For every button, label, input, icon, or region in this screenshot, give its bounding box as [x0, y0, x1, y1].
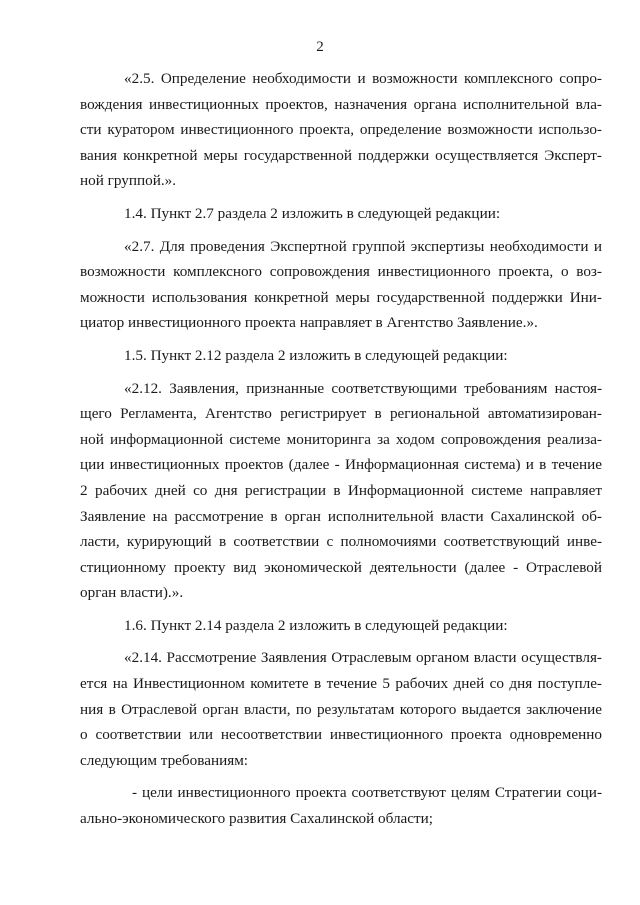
paragraph-line: ально-экономического развития Сахалинской области;: [80, 810, 433, 828]
paragraph-line: можности использования конкретной меры государственной поддержки Ини-: [80, 288, 602, 306]
paragraph-line: вания конкретной меры государственной поддержки осуществляется Эксперт-: [80, 146, 602, 164]
paragraph-line: Заявление на рассмотрение в орган исполнительной власти Сахалинской об-: [80, 507, 602, 525]
paragraph-p-1-6: [80, 613, 602, 639]
paragraph-line: сти куратором инвестиционного проекта, определение возможности использо-: [80, 121, 602, 139]
paragraph-line: - цели инвестиционного проекта соответствуют целям Стратегии соци-: [132, 784, 602, 802]
paragraph-line: «2.5. Определение необходимости и возможности комплексного сопро-: [124, 70, 602, 87]
paragraph-p-1-4: [80, 201, 602, 227]
paragraph-p-dash-1: [80, 780, 602, 831]
paragraph-line: «2.14. Рассмотрение Заявления Отраслевым органом власти осуществля-: [124, 649, 602, 667]
paragraph-line: «2.12. Заявления, признанные соответствующими требованиям настоя-: [124, 379, 602, 397]
paragraph-line: ной информационной системе мониторинга за ходом сопровождения реализа-: [80, 430, 602, 448]
paragraph-line: ласти, курирующий в соответствии с полномочиями соответствующий инве-: [80, 533, 602, 551]
paragraph-line: ния в Отраслевой орган власти, по результатам которого выдается заключение: [80, 700, 602, 718]
page-number: 2: [316, 39, 324, 55]
paragraph-line: ной группой.».: [80, 172, 177, 190]
paragraph-line: 1.5. Пункт 2.12 раздела 2 изложить в следующей редакции:: [124, 346, 508, 364]
paragraph-line: щего Регламента, Агентство регистрирует в региональной автоматизирован-: [80, 405, 602, 423]
paragraph-line: «2.7. Для проведения Экспертной группой экспертизы необходимости и: [124, 237, 602, 255]
paragraph-p-2-12: [80, 376, 602, 606]
paragraph-p-1-5: [80, 343, 602, 369]
paragraph-line: циатор инвестиционного проекта направляет в Агентство Заявление.».: [80, 314, 538, 332]
paragraph-p-2-14: [80, 645, 602, 773]
paragraph-line: стиционному проекту вид экономической деятельности (далее - Отраслевой: [80, 558, 602, 576]
document-body: [80, 66, 602, 832]
paragraph-line: 1.6. Пункт 2.14 раздела 2 изложить в следующей редакции:: [124, 616, 508, 634]
paragraph-line: вождения инвестиционных проектов, назначения органа исполнительной вла-: [80, 95, 602, 113]
paragraph-line: орган власти).».: [80, 584, 184, 602]
paragraph-line: 2 рабочих дней со дня регистрации в Информационной системе направляет: [80, 481, 602, 499]
paragraph-line: ции инвестиционных проектов (далее - Информационная система) и в течение: [80, 456, 602, 474]
paragraph-p-2-5: [80, 66, 602, 194]
paragraph-line: ется на Инвестиционном комитете в течение 5 рабочих дней со дня поступле-: [80, 675, 602, 693]
paragraph-line: возможности комплексного сопровождения инвестиционного проекта, о воз-: [80, 263, 602, 281]
paragraph-line: следующим требованиям:: [80, 751, 249, 769]
paragraph-p-2-7: [80, 234, 602, 336]
paragraph-line: о соответствии или несоответствии инвестиционного проекта одновременно: [80, 726, 602, 744]
paragraph-line: 1.4. Пункт 2.7 раздела 2 изложить в следующей редакции:: [124, 204, 501, 222]
